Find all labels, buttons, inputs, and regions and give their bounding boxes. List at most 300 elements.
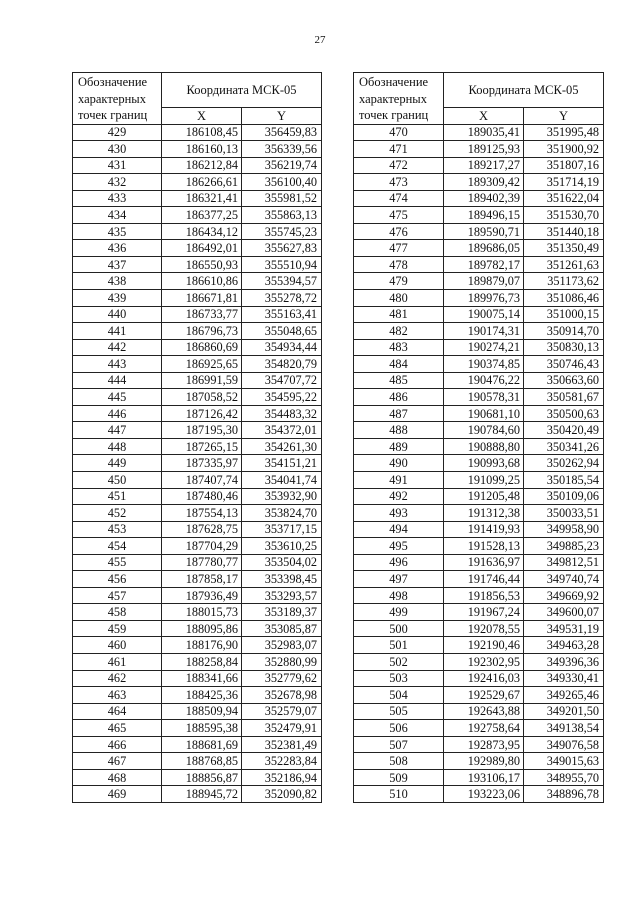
point-number-cell: 490 [354,455,444,472]
point-number-cell: 502 [354,654,444,671]
x-coordinate-cell: 190174,31 [444,323,524,340]
point-number-cell: 463 [73,687,162,704]
y-coordinate-cell: 352983,07 [242,637,322,654]
table-row [73,405,322,422]
point-number-cell: 483 [354,339,444,356]
x-coordinate-cell: 186796,73 [162,323,242,340]
x-coordinate-cell: 186991,59 [162,372,242,389]
x-coordinate-cell: 186160,13 [162,141,242,158]
x-coordinate-cell: 192643,88 [444,703,524,720]
point-number-cell: 469 [73,786,162,803]
table-row [354,240,604,257]
y-coordinate-cell: 355163,41 [242,306,322,323]
point-number-cell: 453 [73,521,162,538]
table-row [354,289,604,306]
table-row [354,571,604,588]
x-coordinate-cell: 191099,25 [444,471,524,488]
y-coordinate-cell: 350420,49 [524,422,604,439]
x-coordinate-cell: 187407,74 [162,471,242,488]
table-row [73,306,322,323]
table-row [73,356,322,373]
y-coordinate-cell: 354372,01 [242,422,322,439]
x-coordinate-cell: 187480,46 [162,488,242,505]
x-coordinate-cell: 191419,93 [444,521,524,538]
table-row [73,571,322,588]
point-number-cell: 432 [73,174,162,191]
y-coordinate-cell: 351261,63 [524,256,604,273]
point-number-cell: 504 [354,687,444,704]
y-coordinate-cell: 355627,83 [242,240,322,257]
y-coordinate-cell: 349396,36 [524,654,604,671]
x-coordinate-cell: 192078,55 [444,620,524,637]
y-coordinate-cell: 349958,90 [524,521,604,538]
table-row [73,223,322,240]
table-row [73,687,322,704]
x-coordinate-cell: 188595,38 [162,720,242,737]
x-coordinate-cell: 186492,01 [162,240,242,257]
x-coordinate-cell: 192873,95 [444,736,524,753]
y-coordinate-cell: 351995,48 [524,124,604,141]
point-number-cell: 480 [354,289,444,306]
point-number-cell: 487 [354,405,444,422]
x-coordinate-cell: 192190,46 [444,637,524,654]
point-number-cell: 456 [73,571,162,588]
point-number-cell: 493 [354,505,444,522]
x-coordinate-cell: 186212,84 [162,157,242,174]
x-coordinate-cell: 192416,03 [444,670,524,687]
table-row [73,289,322,306]
point-number-cell: 507 [354,736,444,753]
table-row [354,256,604,273]
point-number-cell: 438 [73,273,162,290]
x-coordinate-cell: 187265,15 [162,438,242,455]
table-row [354,438,604,455]
point-number-cell: 497 [354,571,444,588]
y-coordinate-cell: 349600,07 [524,604,604,621]
table-row [73,505,322,522]
point-number-cell: 434 [73,207,162,224]
x-coordinate-cell: 189217,27 [444,157,524,174]
table-row [73,521,322,538]
point-number-cell: 471 [354,141,444,158]
x-coordinate-cell: 188681,69 [162,736,242,753]
point-number-cell: 491 [354,471,444,488]
x-coordinate-cell: 188341,66 [162,670,242,687]
point-number-cell: 459 [73,620,162,637]
x-coordinate-cell: 189496,15 [444,207,524,224]
y-coordinate-cell: 349138,54 [524,720,604,737]
y-column-header: Y [242,108,322,124]
table-row [73,720,322,737]
point-number-cell: 468 [73,769,162,786]
point-number-cell: 460 [73,637,162,654]
x-coordinate-cell: 187554,13 [162,505,242,522]
y-coordinate-cell: 356339,56 [242,141,322,158]
point-number-cell: 501 [354,637,444,654]
table-row [354,124,604,141]
x-coordinate-cell: 193106,17 [444,769,524,786]
point-number-cell: 458 [73,604,162,621]
table-row [73,471,322,488]
table-row [354,306,604,323]
point-number-cell: 488 [354,422,444,439]
x-coordinate-cell: 189309,42 [444,174,524,191]
y-coordinate-cell: 351900,92 [524,141,604,158]
x-coordinate-cell: 187335,97 [162,455,242,472]
table-row [354,620,604,637]
y-coordinate-cell: 354261,30 [242,438,322,455]
point-number-cell: 466 [73,736,162,753]
table-row [73,190,322,207]
x-coordinate-cell: 188095,86 [162,620,242,637]
point-number-cell: 435 [73,223,162,240]
x-coordinate-cell: 189976,73 [444,289,524,306]
y-coordinate-cell: 355981,52 [242,190,322,207]
y-coordinate-cell: 353085,87 [242,620,322,637]
point-number-cell: 482 [354,323,444,340]
x-coordinate-cell: 188425,36 [162,687,242,704]
table-row [354,703,604,720]
table-row [73,339,322,356]
y-coordinate-cell: 353398,45 [242,571,322,588]
y-coordinate-cell: 350109,06 [524,488,604,505]
y-coordinate-cell: 349201,50 [524,703,604,720]
point-number-cell: 454 [73,538,162,555]
x-coordinate-cell: 188509,94 [162,703,242,720]
x-coordinate-cell: 190075,14 [444,306,524,323]
y-coordinate-cell: 350500,63 [524,405,604,422]
point-number-cell: 486 [354,389,444,406]
point-number-cell: 442 [73,339,162,356]
y-coordinate-cell: 353610,25 [242,538,322,555]
x-coordinate-cell: 192989,80 [444,753,524,770]
point-number-cell: 464 [73,703,162,720]
x-coordinate-cell: 191205,48 [444,488,524,505]
y-coordinate-cell: 349265,46 [524,687,604,704]
point-number-cell: 509 [354,769,444,786]
point-number-cell: 465 [73,720,162,737]
point-number-cell: 484 [354,356,444,373]
point-column-header: Обозначение характерных точек границ [73,73,162,125]
y-coordinate-cell: 349076,58 [524,736,604,753]
y-coordinate-cell: 350033,51 [524,505,604,522]
y-coordinate-cell: 350746,43 [524,356,604,373]
point-number-cell: 452 [73,505,162,522]
y-coordinate-cell: 349669,92 [524,587,604,604]
point-number-cell: 443 [73,356,162,373]
point-number-cell: 462 [73,670,162,687]
point-number-cell: 492 [354,488,444,505]
x-coordinate-cell: 186266,61 [162,174,242,191]
y-coordinate-cell: 349463,28 [524,637,604,654]
y-column-header: Y [524,108,604,124]
point-number-cell: 474 [354,190,444,207]
y-coordinate-cell: 350185,54 [524,471,604,488]
x-column-header: X [162,108,242,124]
point-number-cell: 437 [73,256,162,273]
y-coordinate-cell: 353293,57 [242,587,322,604]
y-coordinate-cell: 355048,65 [242,323,322,340]
coordinates-table-body [354,124,604,802]
table-row [354,786,604,803]
x-coordinate-cell: 191636,97 [444,554,524,571]
x-coordinate-cell: 188176,90 [162,637,242,654]
point-number-cell: 445 [73,389,162,406]
table-row [354,720,604,737]
table-row [354,422,604,439]
table-row [354,223,604,240]
table-row [354,670,604,687]
page-number: 27 [314,34,326,46]
point-number-cell: 447 [73,422,162,439]
x-coordinate-cell: 189402,39 [444,190,524,207]
x-coordinate-cell: 186925,65 [162,356,242,373]
y-coordinate-cell: 352779,62 [242,670,322,687]
y-coordinate-cell: 352479,91 [242,720,322,737]
x-coordinate-cell: 186733,77 [162,306,242,323]
y-coordinate-cell: 348955,70 [524,769,604,786]
point-number-cell: 508 [354,753,444,770]
point-number-cell: 433 [73,190,162,207]
y-coordinate-cell: 349812,51 [524,554,604,571]
y-coordinate-cell: 352283,84 [242,753,322,770]
y-coordinate-cell: 354151,21 [242,455,322,472]
x-coordinate-cell: 189035,41 [444,124,524,141]
point-number-cell: 441 [73,323,162,340]
coordinate-column-header: Координата МСК-05 [162,73,322,108]
table-row [354,372,604,389]
table-row [354,769,604,786]
y-coordinate-cell: 350581,67 [524,389,604,406]
y-coordinate-cell: 352090,82 [242,786,322,803]
point-number-cell: 494 [354,521,444,538]
point-number-cell: 450 [73,471,162,488]
y-coordinate-cell: 349740,74 [524,571,604,588]
point-number-cell: 479 [354,273,444,290]
y-coordinate-cell: 351714,19 [524,174,604,191]
point-number-cell: 446 [73,405,162,422]
point-number-cell: 505 [354,703,444,720]
y-coordinate-cell: 348896,78 [524,786,604,803]
x-coordinate-cell: 189125,93 [444,141,524,158]
y-coordinate-cell: 351086,46 [524,289,604,306]
x-coordinate-cell: 186860,69 [162,339,242,356]
y-coordinate-cell: 350663,60 [524,372,604,389]
x-coordinate-cell: 190274,21 [444,339,524,356]
y-coordinate-cell: 352579,07 [242,703,322,720]
y-coordinate-cell: 356219,74 [242,157,322,174]
table-row [73,438,322,455]
table-row [354,157,604,174]
x-coordinate-cell: 189782,17 [444,256,524,273]
y-coordinate-cell: 354483,32 [242,405,322,422]
table-row [354,471,604,488]
table-row [73,736,322,753]
table-row [73,157,322,174]
point-number-cell: 499 [354,604,444,621]
y-coordinate-cell: 352186,94 [242,769,322,786]
point-number-cell: 481 [354,306,444,323]
point-number-cell: 473 [354,174,444,191]
table-row [354,356,604,373]
point-number-cell: 500 [354,620,444,637]
table-row [354,141,604,158]
table-row [354,389,604,406]
x-coordinate-cell: 187780,77 [162,554,242,571]
table-row [354,174,604,191]
point-number-cell: 430 [73,141,162,158]
y-coordinate-cell: 350830,13 [524,339,604,356]
y-coordinate-cell: 351000,15 [524,306,604,323]
y-coordinate-cell: 354934,44 [242,339,322,356]
y-coordinate-cell: 351440,18 [524,223,604,240]
x-coordinate-cell: 190993,68 [444,455,524,472]
table-row [73,422,322,439]
point-number-cell: 496 [354,554,444,571]
y-coordinate-cell: 355863,13 [242,207,322,224]
x-coordinate-cell: 190888,80 [444,438,524,455]
y-coordinate-cell: 351173,62 [524,273,604,290]
y-coordinate-cell: 352678,98 [242,687,322,704]
table-row [73,786,322,803]
table-row [73,703,322,720]
x-coordinate-cell: 188856,87 [162,769,242,786]
y-coordinate-cell: 351350,49 [524,240,604,257]
point-column-header: Обозначение характерных точек границ [354,73,444,125]
point-number-cell: 475 [354,207,444,224]
table-row [354,488,604,505]
point-number-cell: 478 [354,256,444,273]
x-coordinate-cell: 191312,38 [444,505,524,522]
point-number-cell: 467 [73,753,162,770]
point-number-cell: 436 [73,240,162,257]
table-row [354,554,604,571]
y-coordinate-cell: 354595,22 [242,389,322,406]
table-row [354,207,604,224]
x-coordinate-cell: 189590,71 [444,223,524,240]
table-row [354,521,604,538]
x-coordinate-cell: 188258,84 [162,654,242,671]
x-column-header: X [444,108,524,124]
table-row [354,505,604,522]
x-coordinate-cell: 190476,22 [444,372,524,389]
table-row [73,273,322,290]
table-row [73,620,322,637]
table-row [354,190,604,207]
coordinates-table-left [72,72,322,803]
y-coordinate-cell: 349531,19 [524,620,604,637]
y-coordinate-cell: 354707,72 [242,372,322,389]
y-coordinate-cell: 356100,40 [242,174,322,191]
point-number-cell: 449 [73,455,162,472]
point-number-cell: 440 [73,306,162,323]
table-row [73,207,322,224]
x-coordinate-cell: 192302,95 [444,654,524,671]
table-row [73,455,322,472]
x-coordinate-cell: 190681,10 [444,405,524,422]
table-row [354,323,604,340]
point-number-cell: 451 [73,488,162,505]
x-coordinate-cell: 192529,67 [444,687,524,704]
table-row [73,670,322,687]
table-row [73,587,322,604]
x-coordinate-cell: 190578,31 [444,389,524,406]
y-coordinate-cell: 353189,37 [242,604,322,621]
table-row [354,339,604,356]
point-number-cell: 429 [73,124,162,141]
x-coordinate-cell: 188015,73 [162,604,242,621]
table-row [73,604,322,621]
coordinates-table-body [73,124,322,802]
x-coordinate-cell: 187858,17 [162,571,242,588]
x-coordinate-cell: 189879,07 [444,273,524,290]
table-row [73,554,322,571]
y-coordinate-cell: 352381,49 [242,736,322,753]
x-coordinate-cell: 187195,30 [162,422,242,439]
y-coordinate-cell: 353717,15 [242,521,322,538]
point-number-cell: 485 [354,372,444,389]
y-coordinate-cell: 353824,70 [242,505,322,522]
y-coordinate-cell: 355745,23 [242,223,322,240]
table-row [354,273,604,290]
point-number-cell: 461 [73,654,162,671]
x-coordinate-cell: 193223,06 [444,786,524,803]
y-coordinate-cell: 355510,94 [242,256,322,273]
table-row [354,736,604,753]
table-row [73,538,322,555]
x-coordinate-cell: 187628,75 [162,521,242,538]
y-coordinate-cell: 351530,70 [524,207,604,224]
table-row [354,405,604,422]
y-coordinate-cell: 350914,70 [524,323,604,340]
x-coordinate-cell: 192758,64 [444,720,524,737]
x-coordinate-cell: 187126,42 [162,405,242,422]
point-number-cell: 506 [354,720,444,737]
x-coordinate-cell: 186434,12 [162,223,242,240]
table-row [73,488,322,505]
point-number-cell: 510 [354,786,444,803]
table-row [354,687,604,704]
table-row [73,753,322,770]
y-coordinate-cell: 350341,26 [524,438,604,455]
table-row [73,654,322,671]
coordinates-table-right [353,72,604,803]
point-number-cell: 444 [73,372,162,389]
y-coordinate-cell: 351622,04 [524,190,604,207]
x-coordinate-cell: 186108,45 [162,124,242,141]
table-row [73,372,322,389]
table-row [354,654,604,671]
x-coordinate-cell: 186550,93 [162,256,242,273]
x-coordinate-cell: 186377,25 [162,207,242,224]
x-coordinate-cell: 188768,85 [162,753,242,770]
x-coordinate-cell: 187058,52 [162,389,242,406]
point-number-cell: 472 [354,157,444,174]
x-coordinate-cell: 190374,85 [444,356,524,373]
point-number-cell: 498 [354,587,444,604]
y-coordinate-cell: 356459,83 [242,124,322,141]
y-coordinate-cell: 352880,99 [242,654,322,671]
table-row [73,323,322,340]
point-number-cell: 477 [354,240,444,257]
point-number-cell: 476 [354,223,444,240]
coordinate-column-header: Координата МСК-05 [444,73,604,108]
table-row [354,455,604,472]
x-coordinate-cell: 187936,49 [162,587,242,604]
point-number-cell: 439 [73,289,162,306]
table-row [354,604,604,621]
table-row [354,753,604,770]
